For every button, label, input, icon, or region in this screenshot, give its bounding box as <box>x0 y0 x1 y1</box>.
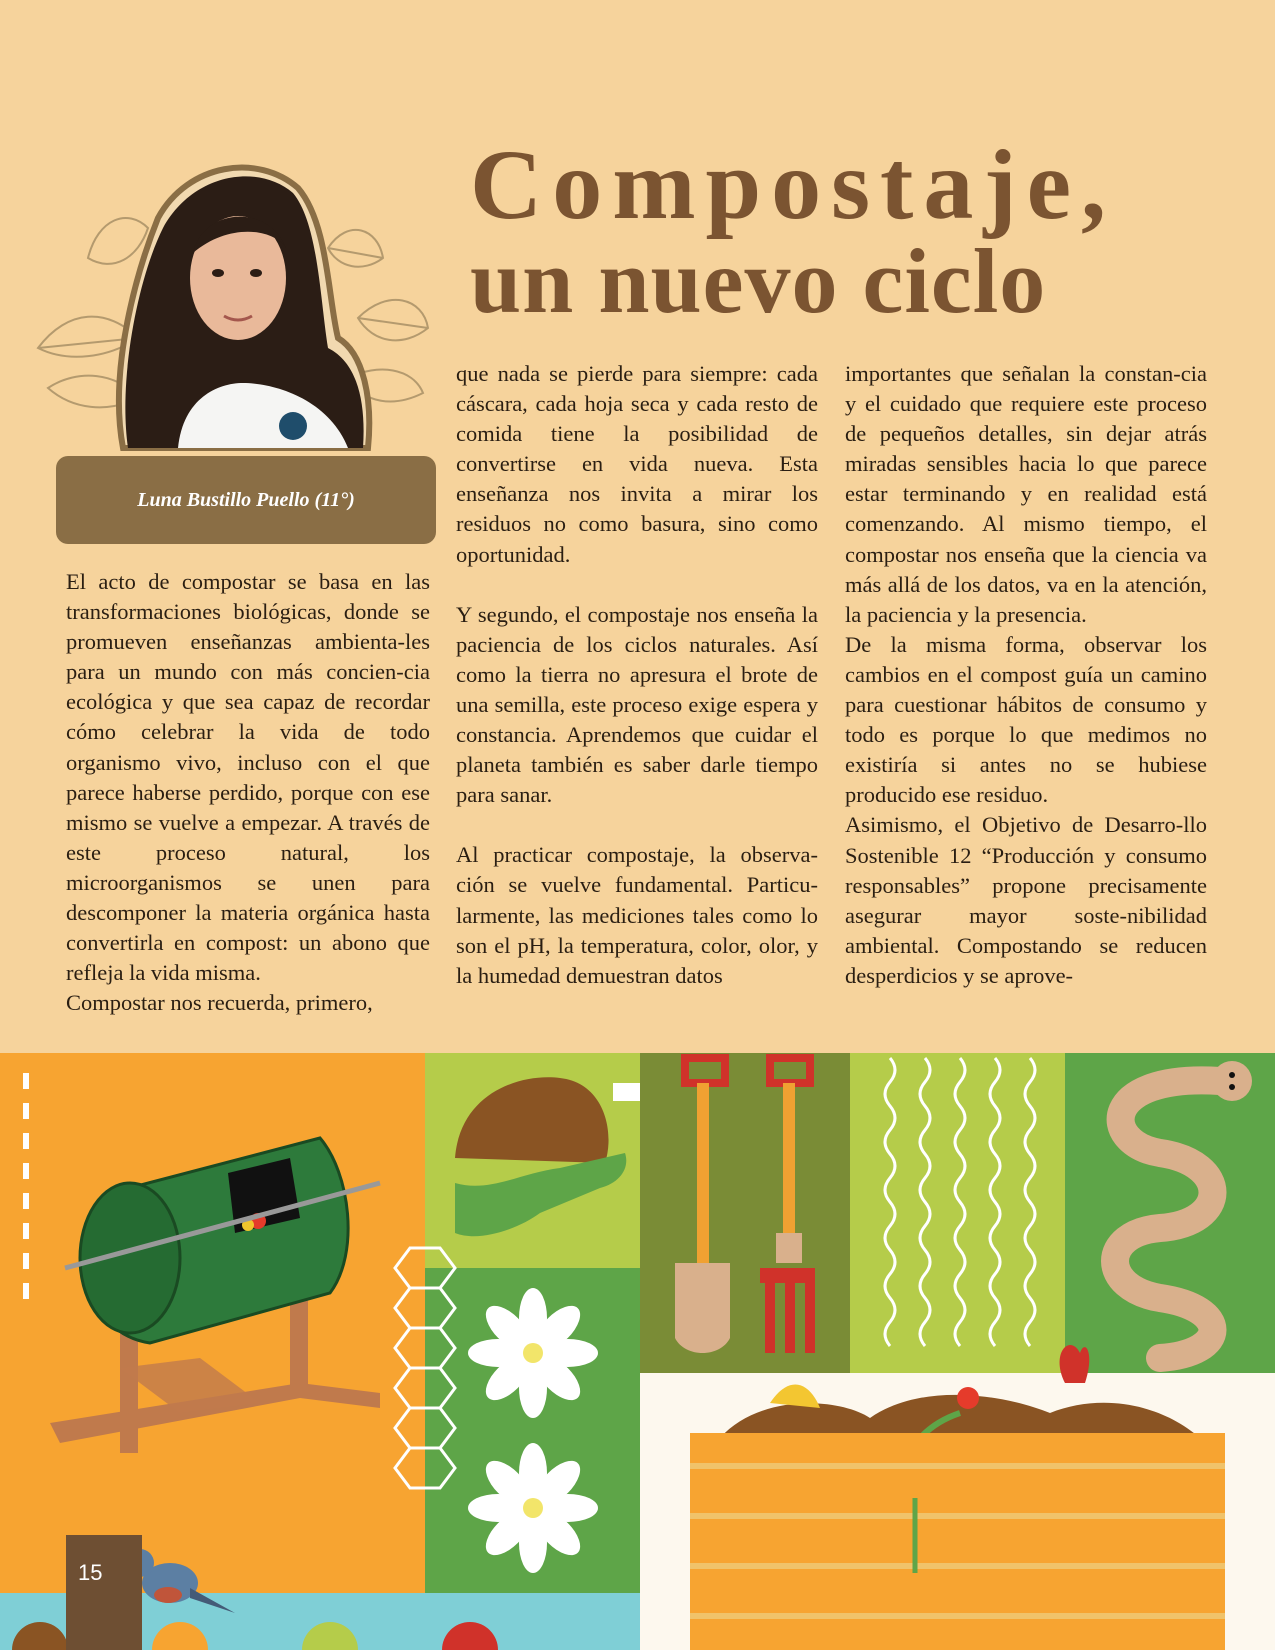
paragraph: Compostar nos recuerda, primero, <box>66 990 373 1016</box>
title-line-1: Compostaje, <box>470 129 1117 240</box>
author-name-box <box>56 456 436 544</box>
paragraph: que nada se pierde para siempre: cada cáscara, cada hoja seca y cada resto de comida tiene la posibilidad de convertirse en vida nueva. Esta enseñanza nos invita a mirar los residuos no como basura, sino como oportunidad. <box>456 361 818 567</box>
paragraph: Al practicar compostaje, la observa-ción se vuelve fundamental. Particu-larmente, las mediciones tales como lo son el pH, la temperatura, color, olor, y la humedad demuestran datos <box>456 842 818 988</box>
author-portrait <box>28 148 438 458</box>
compost-illustration-panel <box>0 1053 1275 1650</box>
paragraph: De la misma forma, observar los cambios en el compost guía un camino para cuestionar hábitos de consumo y todo es porque lo que medimos no existiría si antes no se hubiese producido ese residuo. <box>845 631 1207 808</box>
paragraph: Asimismo, el Objetivo de Desarro-llo Sostenible 12 “Producción y consumo responsables” propone precisamente asegurar mayor soste-nibilidad ambiental. Compostando se reducen desperdicios y se aprove- <box>845 812 1207 988</box>
text-column-2 <box>456 359 818 991</box>
compost-bin-icon <box>690 1433 1225 1650</box>
page-number-box <box>66 1535 142 1650</box>
author-name: Luna Bustillo Puello (11°) <box>137 488 355 511</box>
paragraph: importantes que señalan la constan-cia y el cuidado que requiere este proceso de pequeños detalles, sin dejar atrás miradas sensibles hacia lo que parece estar terminando y en realidad está comenzando. Al mismo tiempo, el compostar nos enseña que la ciencia va más allá de los datos, va en la atención, la paciencia y la presencia. <box>845 361 1207 627</box>
page-number: 15 <box>78 1560 103 1585</box>
paragraph: Y segundo, el compostaje nos enseña la paciencia de los ciclos naturales. Así como la tierra no apresura el brote de una semilla, este proceso exige espera y constancia. Aprendemos que cuidar el planeta también es saber darle tiempo para sanar. <box>456 601 818 808</box>
article-title <box>470 129 1230 332</box>
text-column-1 <box>66 567 430 1018</box>
title-line-2: un nuevo ciclo <box>470 230 1047 332</box>
paragraph: El acto de compostar se basa en las transformaciones biológicas, donde se promueven enseñanzas ambienta-les para un mundo con más concien-cia ecológica y que sea capaz de recordar cómo celebrar la vida de todo organismo vivo, incluso con el que parece haberse perdido, porque con ese mismo se vuelve a empezar. A través de este proceso natural, los microorganismos se unen para descomponer la materia orgánica hasta convertirla en compost: un abono que refleja la vida misma. <box>66 569 430 986</box>
text-column-3 <box>845 359 1207 991</box>
